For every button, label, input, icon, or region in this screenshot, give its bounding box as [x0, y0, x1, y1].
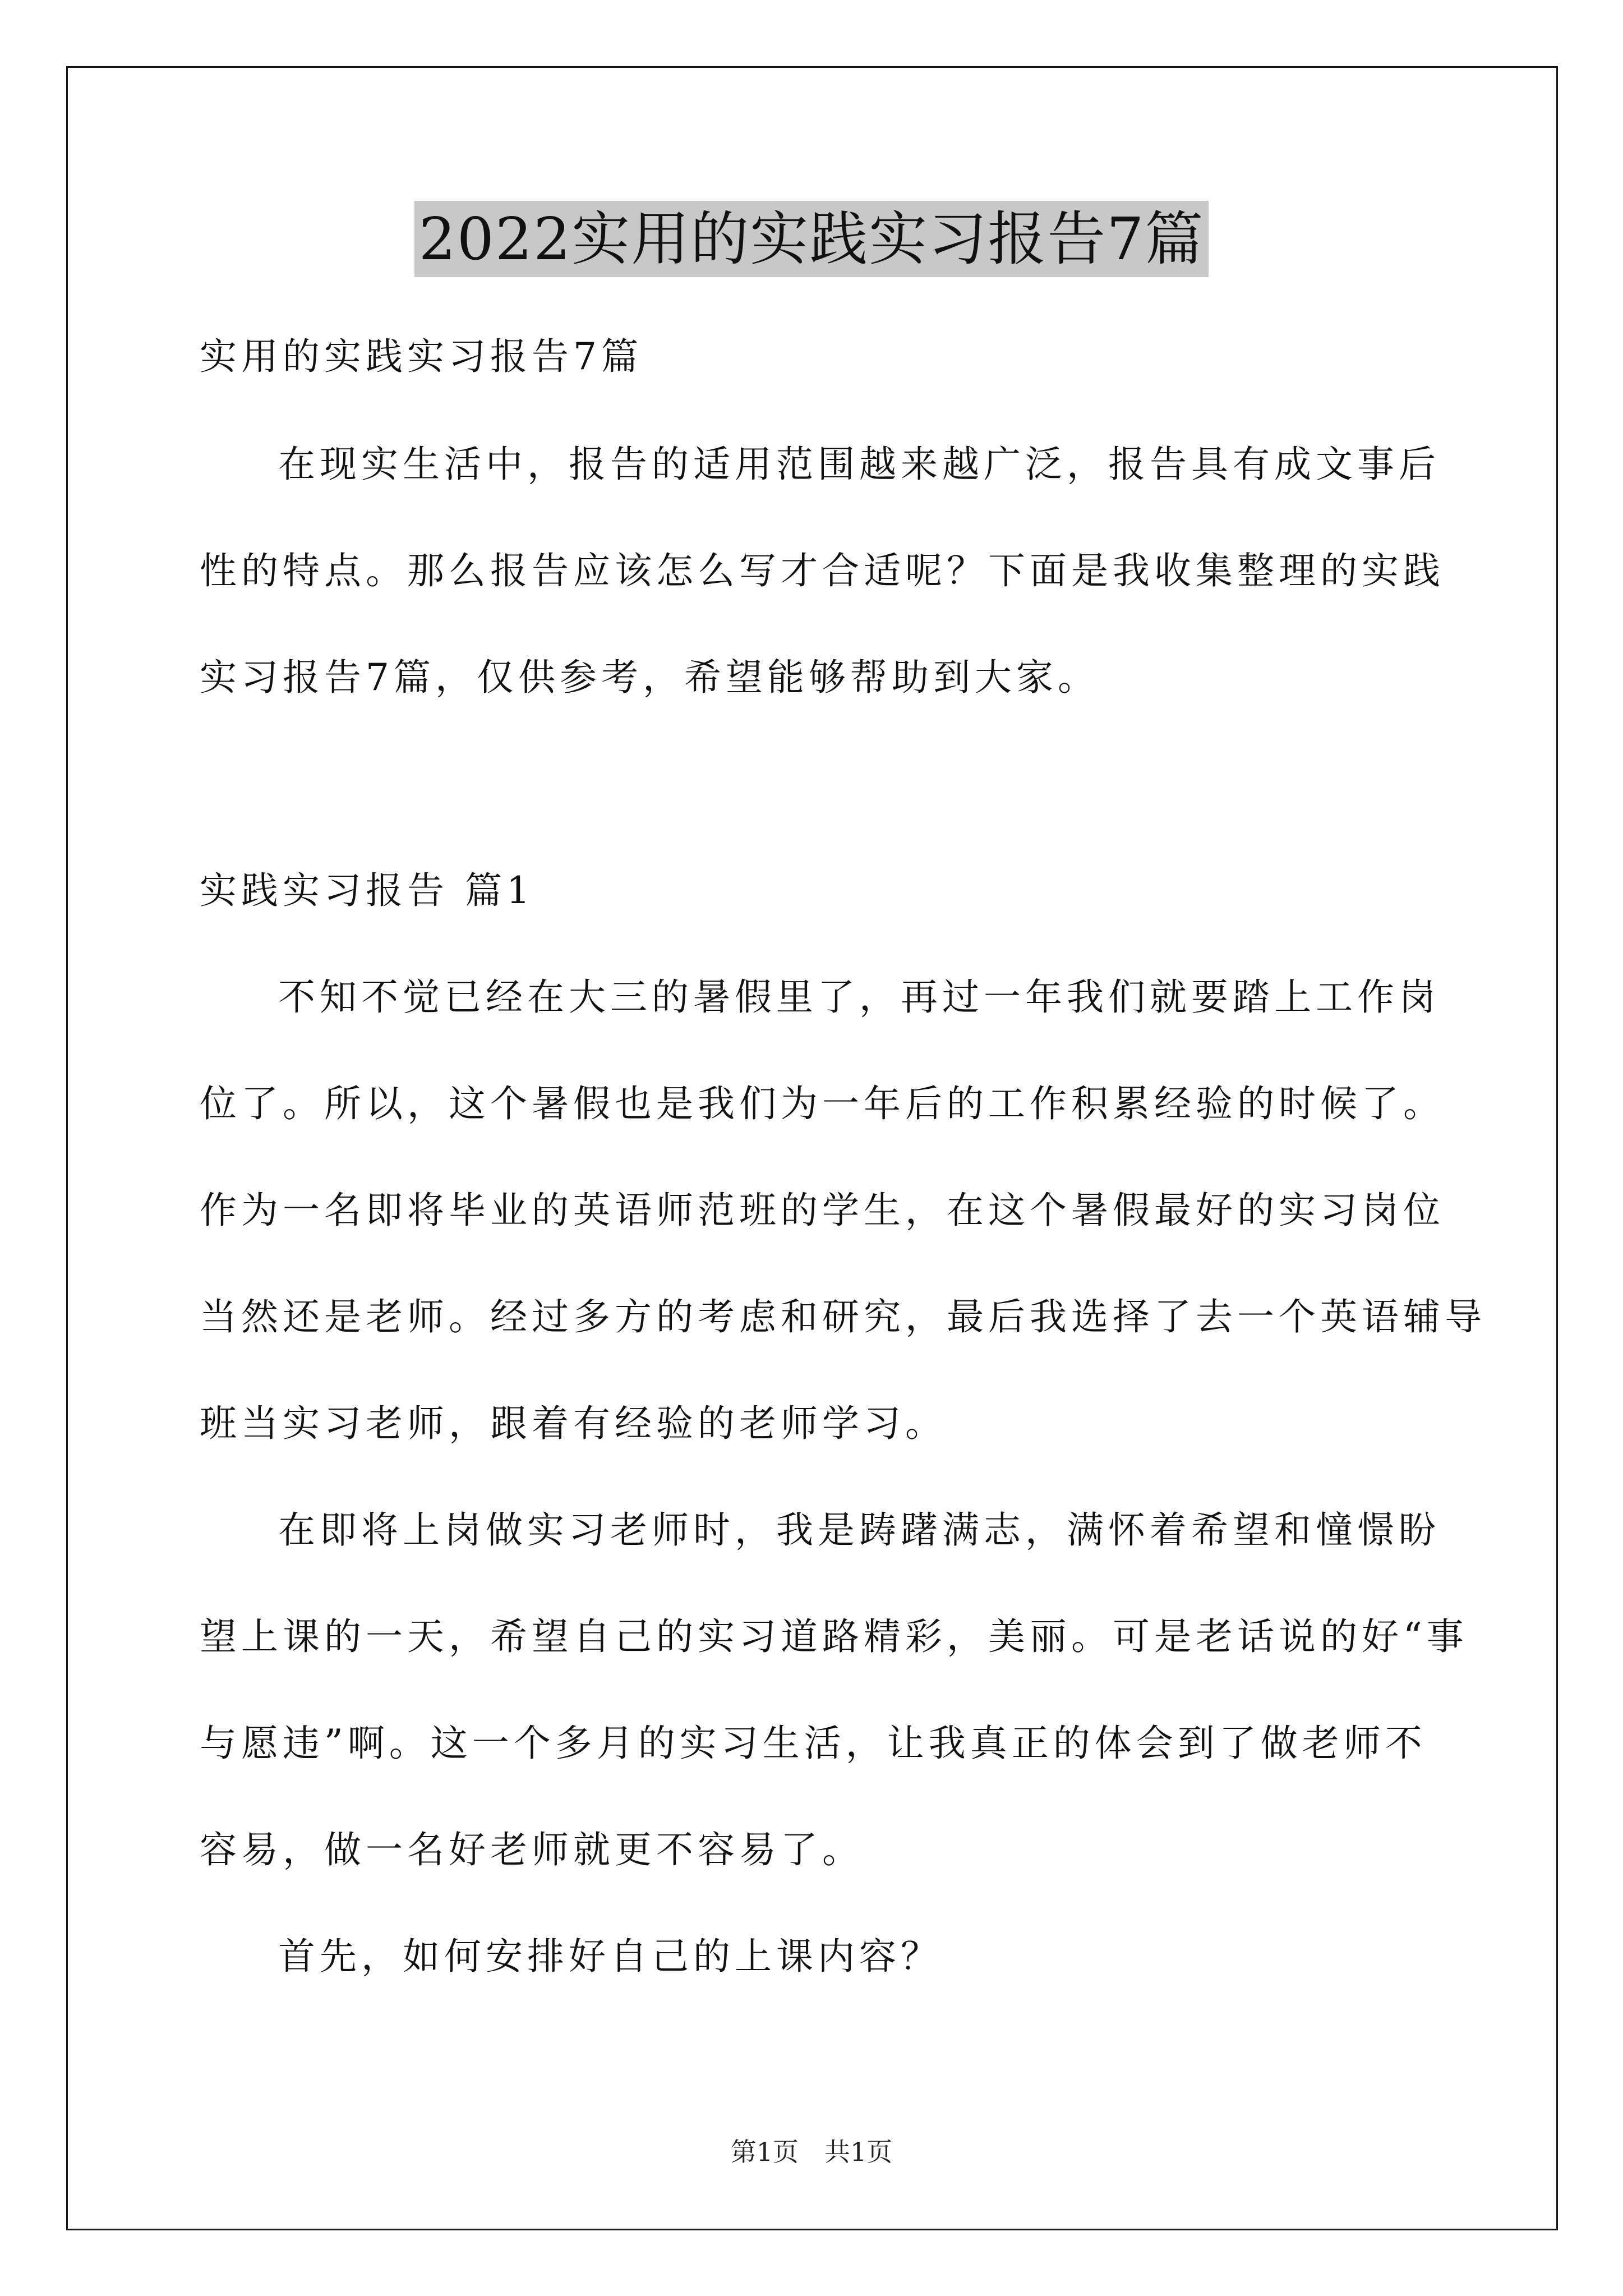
title-container: [0, 201, 1623, 277]
paragraph-line: 容易，做一名好老师就更不容易了。: [200, 1828, 864, 1871]
paragraph-line: 不知不觉已经在大三的暑假里了，再过一年我们就要踏上工作岗: [278, 976, 1440, 1019]
paragraph-line: 与愿违”啊。这一个多月的实习生活，让我真正的体会到了做老师不: [200, 1722, 1427, 1765]
section-heading: 实践实习报告 篇1: [200, 869, 534, 912]
paragraph-line: 作为一名即将毕业的英语师范班的学生，在这个暑假最好的实习岗位: [200, 1189, 1445, 1232]
paragraph-line: 首先，如何安排好自己的上课内容？: [278, 1935, 942, 1978]
paragraph-line: 位了。所以，这个暑假也是我们为一年后的工作积累经验的时候了。: [200, 1082, 1445, 1125]
document-title: 2022实用的实践实习报告7篇: [414, 201, 1209, 277]
document-body: [200, 307, 1486, 1984]
paragraph-line: 在即将上岗做实习老师时，我是踌躇满志，满怀着希望和憧憬盼: [278, 1508, 1440, 1552]
document-subtitle: 实用的实践实习报告7篇: [200, 335, 643, 378]
paragraph-line: 望上课的一天，希望自己的实习道路精彩，美丽。可是老话说的好“事: [200, 1615, 1468, 1658]
paragraph-line: 班当实习老师，跟着有经验的老师学习。: [200, 1402, 947, 1445]
paragraph-line: 当然还是老师。经过多方的考虑和研究，最后我选择了去一个英语辅导: [200, 1295, 1486, 1338]
page-footer: 第1页 共1页: [730, 2137, 893, 2167]
intro-line: 性的特点。那么报告应该怎么写才合适呢？下面是我收集整理的实践: [200, 549, 1445, 592]
intro-line: 在现实生活中，报告的适用范围越来越广泛，报告具有成文事后: [278, 443, 1440, 486]
intro-line: 实习报告7篇，仅供参考，希望能够帮助到大家。: [200, 656, 1099, 699]
